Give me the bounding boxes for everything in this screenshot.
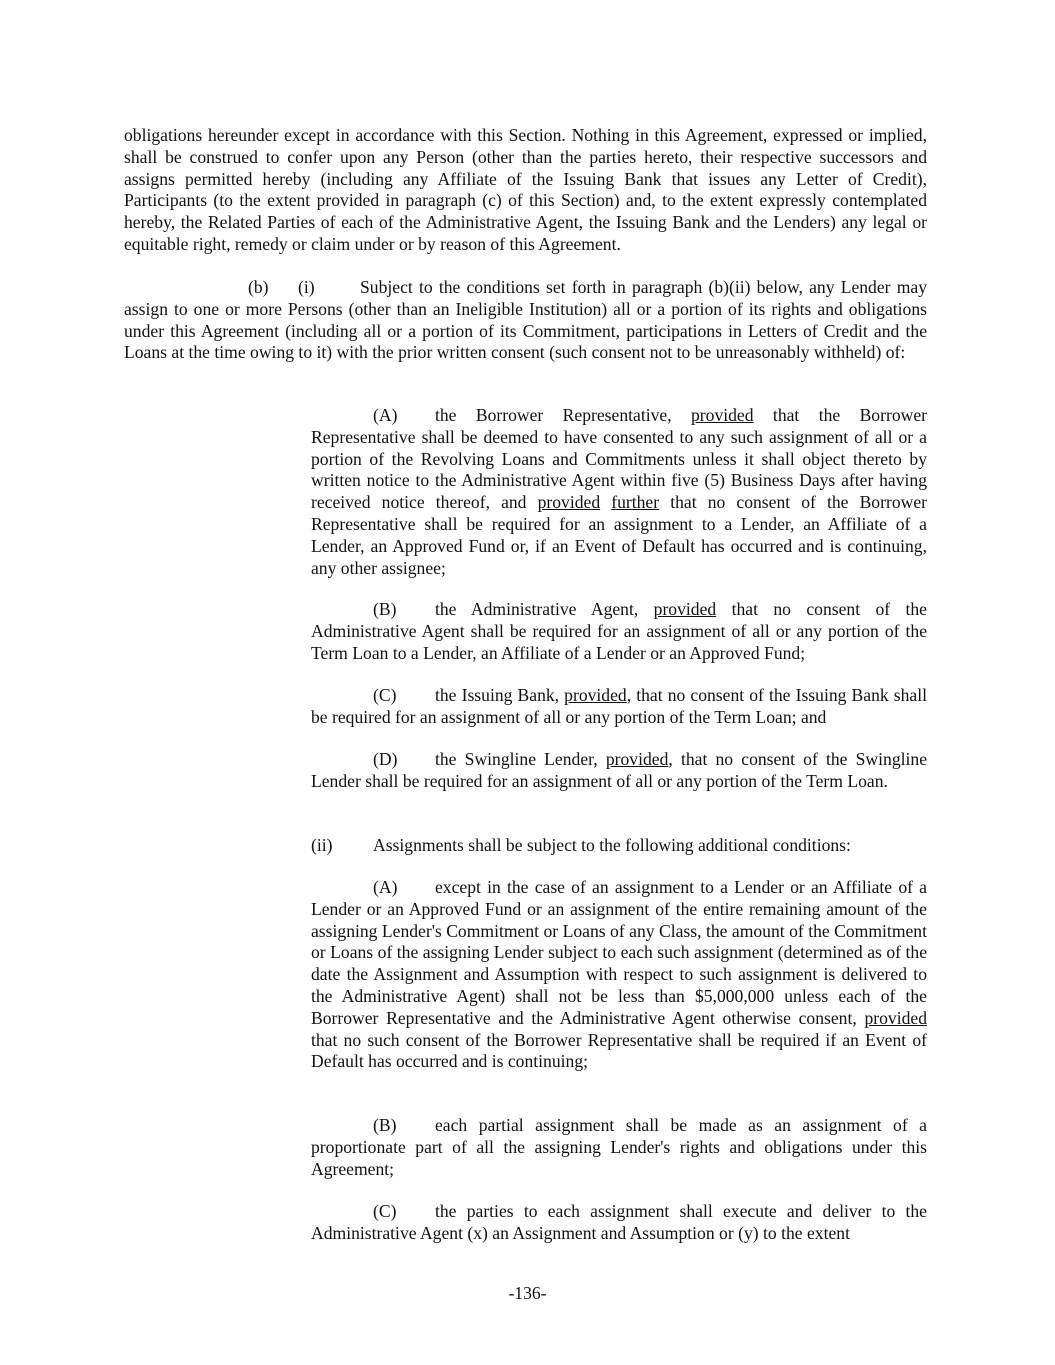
- clause-label: (C): [373, 685, 397, 705]
- clause-label: (C): [373, 1201, 397, 1221]
- clause-label: (B): [373, 1115, 397, 1135]
- underlined-term: provided: [605, 749, 669, 769]
- page-number: -136-: [508, 1283, 547, 1303]
- subsection-label-ii: (ii): [311, 835, 333, 855]
- underlined-term: further: [611, 492, 660, 513]
- paragraph-continuation: obligations hereunder except in accordance with this Section. Nothing in this Agreement, expressed or implied, shall be construed to confer upon any Person (other than the parties hereto, their respective successors and assigns permitted hereby (including any Affiliate of the Issuing Bank that issues any Letter of Credit), Participants (to the extent provided in paragraph (c) of this Section) and, to the extent expressly contemplated hereby, the Related Parties of each of the Administrative Agent, the Issuing Bank and the Lenders) any legal or equitable right, remedy or claim under or by reason of this Agreement.: [124, 125, 927, 254]
- clause-b-i-D: (D) the Swingline Lender, provided, that no consent of the Swingline Lender shall be required for an assignment of all or any portion of the Term Loan.: [311, 749, 928, 791]
- underlined-term: provided: [564, 685, 627, 705]
- clause-b-i-B: (B) the Administrative Agent, provided that no consent of the Administrative Agent shall be required for an assignment of all or any portion of the Term Loan to a Lender, an Affiliate of a Lender or an Approved Fund;: [311, 599, 927, 663]
- underlined-term: provided: [537, 492, 601, 513]
- clause-b-ii-A: (A) except in the case of an assignment to a Lender or an Affiliate of a Lender or an Approved Fund or an assignment of the entire remaining amount of the assigning Lender's Commitment or Loans of any Class, the amount of the Commitment or Loans of the assigning Lender subject to each such assignment (determined as of the date the Assignment and Assumption with respect to such assignment is delivered to the Administrative Agent) shall not be less than $5,000,000 unless each of the Borrower Representative and the Administrative Agent otherwise consent, provided that no such consent of the Borrower Representative shall be required if an Event of Default has occurred and is continuing;: [311, 877, 927, 1072]
- underlined-term: provided: [864, 1007, 927, 1028]
- paragraph-b-i: (b) (i) Subject to the conditions set forth in paragraph (b)(ii) below, any Lender may assign to one or more Persons (other than an Ineligible Institution) all or a portion of its rights and obligations under this Agreement (including all or a portion of its Commitment, participations in Letters of Credit and the Loans at the time owing to it) with the prior written consent (such consent not to be unreasonably withheld) of:: [124, 277, 927, 363]
- clause-b-i-A: (A) the Borrower Representative, provided that the Borrower Representative shall be deemed to have consented to any such assignment of all or a portion of the Revolving Loans and Commitments unless it shall object thereto by written notice to the Administrative Agent within five (5) Business Days after having received notice thereof, and provided further that no consent of the Borrower Representative shall be required for an assignment to a Lender, an Affiliate of a Lender, an Approved Fund or, if an Event of Default has occurred and is continuing, any other assignee;: [311, 405, 927, 578]
- clause-b-ii-B: (B) each partial assignment shall be made as an assignment of a proportionate part of all the assigning Lender's rights and obligations under this Agreement;: [311, 1115, 927, 1179]
- clause-b-ii-C: (C) the parties to each assignment shall execute and deliver to the Administrative Agent (x) an Assignment and Assumption or (y) to the extent: [311, 1201, 927, 1243]
- paragraph-b-ii: (ii) Assignments shall be subject to the following additional conditions:: [311, 835, 851, 855]
- underlined-term: provided: [653, 599, 717, 619]
- clause-b-i-C: (C) the Issuing Bank, provided, that no consent of the Issuing Bank shall be required for an assignment of all or any portion of the Term Loan; and: [311, 685, 927, 727]
- clause-label: (A): [373, 405, 398, 425]
- section-label-b: (b): [248, 277, 269, 297]
- underlined-term: provided: [691, 405, 754, 425]
- subsection-label-i: (i): [298, 277, 315, 297]
- clause-label: (D): [373, 749, 398, 769]
- clause-label: (B): [373, 599, 397, 619]
- clause-label: (A): [373, 877, 398, 897]
